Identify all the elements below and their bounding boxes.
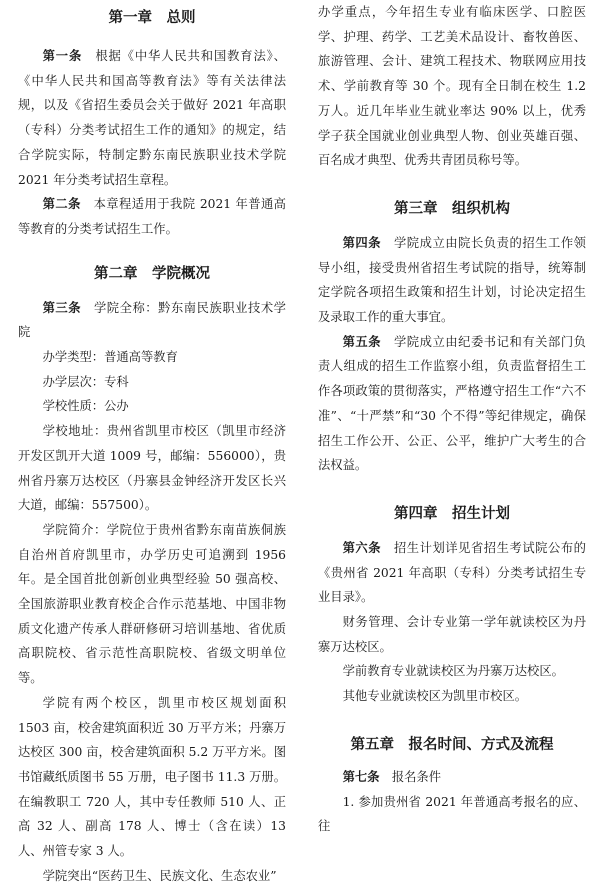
chapter-5-title: 第五章 报名时间、方式及流程 [350, 736, 554, 753]
article-3 [18, 296, 286, 345]
article-7-text: 报名条件 [391, 769, 442, 784]
chapter-2-title: 第二章 学院概况 [94, 265, 210, 282]
chapter-4-title: 第四章 招生计划 [394, 505, 510, 522]
school-focus-continued: 办学重点，今年招生专业有临床医学、口腔医学、护理、药学、工艺美术品设计、畜牧兽医、旅游管理、会计、建筑工程技术、物联网应用技术、学前教育等 30 个。现有全日制在校生 1.2 万人。近几年毕业生就业率达 90% 以上，优秀学子获全国就业创业典型人物、创业英雄百强、百名成才典型、优秀共青团员称号等。 [318, 5, 586, 168]
article-2-label: 第二条 [42, 197, 81, 212]
article-4-text: 学院成立由院长负责的招生工作领导小组，接受贵州省招生考试院的指导，统筹制定学院各项招生政策和招生计划，讨论决定招生及录取工作的重大事宜。 [318, 235, 586, 325]
article-1-label: 第一条 [42, 49, 83, 63]
school-focus-start: 学院突出“医药卫生、民族文化、生态农业” [42, 868, 277, 883]
school-address: 学校地址：贵州省凯里市校区（凯里市经济开发区凯开大道 1009 号，邮编：556000），贵州省丹寨万达校区（丹寨县金钟经济开发区长兴大道，邮编：557500）。 [18, 424, 286, 513]
school-type: 办学类型：普通高等教育 [42, 350, 178, 365]
article-6 [318, 536, 586, 610]
article-2-text: 本章程适用于我院 2021 年普通高等教育的分类考试招生工作。 [18, 197, 286, 236]
article-7-label: 第七条 [342, 769, 380, 784]
right-column [318, 0, 586, 839]
school-nature: 学校性质：公办 [42, 399, 129, 414]
campus-finance: 财务管理、会计专业第一学年就读校区为丹寨万达校区。 [318, 615, 586, 654]
school-campus: 学院有两个校区，凯里市校区规划面积 1503 亩，校舍建筑面积近 30 万平方米；丹寨万达校区 300 亩，校舍建筑面积 5.2 万平方米。图书馆藏纸质图书 55 万册，电子图书 11.3 万册。在编教职工 720 人，其中专任教师 510 人、正高 32 人、副高 178 人、博士（含在读）13 人、州管专家 3 人。 [18, 695, 286, 859]
article-3-label: 第三条 [42, 300, 82, 315]
article-5-label: 第五条 [342, 334, 382, 349]
article-6-label: 第六条 [342, 540, 382, 555]
article-4 [318, 231, 586, 330]
article-1-text: 根据《中华人民共和国教育法》、《中华人民共和国高等教育法》等有关法律法规，以及《省招生委员会关于做好 2021 年高职（专科）分类考试招生工作的通知》的规定，结合学院实际，特制定黔东南民族职业技术学院 2021 年分类考试招生章程。 [18, 49, 286, 187]
article-7 [318, 765, 586, 790]
campus-preschool: 学前教育专业就读校区为丹寨万达校区。 [342, 664, 564, 679]
article-5 [318, 330, 586, 478]
condition-1: 1. 参加贵州省 2021 年普通高考报名的应、往 [318, 794, 586, 834]
article-4-label: 第四条 [342, 235, 382, 250]
article-3-text: 学院全称：黔东南民族职业技术学院 [18, 300, 286, 340]
article-5-text: 学院成立由纪委书记和有关部门负责人组成的招生工作监察小组，负责监督招生工作各项政策的贯彻落实，严格遵守招生工作“六不准”、“十严禁”和“30 个不得”等纪律规定，确保招生工作公开、公正、公平，维护广大考生的合法权益。 [318, 334, 586, 473]
article-1 [18, 44, 286, 192]
article-6-text: 招生计划详见省招生考试院公布的《贵州省 2021 年高职（专科）分类考试招生专业目录》。 [318, 540, 586, 605]
chapter-1-title: 第一章 总则 [108, 10, 196, 26]
campus-other: 其他专业就读校区为凯里市校区。 [342, 689, 528, 704]
article-2 [18, 192, 286, 241]
school-intro: 学院简介：学院位于贵州省黔东南苗族侗族自治州首府凯里市，办学历史可追溯到 1956 年。是全国首批创新创业典型经验 50 强高校、全国旅游职业教育校企合作示范基地、中国非物质文化遗产传承人群研修研习培训基地、省优质高职院校、省示范性高职院校、省级文明单位等。 [18, 522, 286, 686]
left-column [18, 0, 286, 889]
chapter-3-title: 第三章 组织机构 [394, 200, 510, 217]
school-level: 办学层次：专科 [42, 374, 129, 389]
